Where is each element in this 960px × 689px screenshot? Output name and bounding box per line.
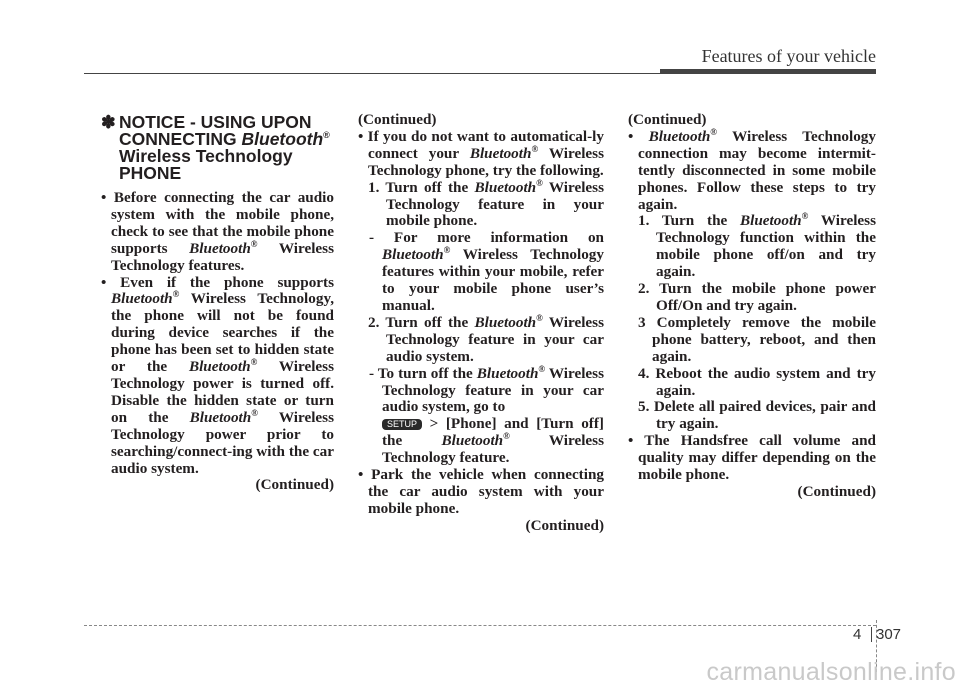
step-2-car-audio: 2. Turn off the Bluetooth® Wireless Technology feature in your car audio system.: [368, 312, 604, 365]
notice-heading-line2: CONNECTING Bluetooth®: [119, 129, 330, 149]
bullet-before-connecting: • Before connecting the car audio system with the mobile phone, check to see that the mobile phone supports Bluetooth® Wireless Technology features.: [101, 189, 334, 274]
notice-heading: [101, 114, 334, 182]
step-4-reboot: 4. Reboot the audio system and try again.: [638, 364, 876, 399]
dash-more-info: - For more information on Bluetooth® Wireless Technology features within your mobile, refer to your mobile phone user’s manual.: [369, 229, 604, 314]
continued-label: (Continued): [525, 516, 604, 534]
continued-heading: (Continued): [628, 111, 707, 128]
notice-heading-line3: Wireless Technology: [119, 146, 293, 166]
footer-rule: [84, 625, 876, 626]
section-title: Features of your vehicle: [701, 46, 876, 66]
header-rule-accent: [660, 69, 876, 74]
step-2-power: 2. Turn the mobile phone power Off/On and try again.: [638, 280, 876, 314]
step-5-delete: 5. Delete all paired devices, pair and try again.: [638, 398, 876, 433]
page-number-separator: [871, 627, 872, 642]
bullet-hidden-state: • Even if the phone supports Bluetooth® Wireless Technology, the phone will not be found during device searches if the phone has been set to hidden state or the Bluetooth® Wireless Technology power is turned off. Disable the hidden state or turn on the Bluetooth® Wireless Technology power prior to searching/connect-ing with the car audio system.: [101, 273, 334, 477]
bullet-auto-connect: • If you do not want to automatical-ly connect your Bluetooth® Wireless Technology phone, try the following.: [358, 127, 604, 179]
column-2: [358, 112, 604, 535]
notice-heading-line1: NOTICE - USING UPON: [119, 112, 312, 132]
setup-button-icon: SETUP: [382, 419, 422, 430]
notice-star-icon: ✽: [101, 112, 116, 132]
bullet-intermittent: • Bluetooth® Wireless Technology connection may become intermit-tently disconnected in some mobile phones. Follow these steps to try again.: [628, 126, 876, 213]
continued-heading: (Continued): [358, 111, 437, 128]
header-rule: [84, 73, 660, 74]
bullet-handsfree: • The Handsfree call volume and quality may differ depending on the mobile phone.: [628, 432, 876, 484]
step-3-battery: 3 Completely remove the mobile phone battery, reboot, and then again.: [638, 313, 876, 365]
step-1-phone: 1. Turn off the Bluetooth® Wireless Technology feature in your mobile phone.: [368, 177, 604, 230]
continued-label: (Continued): [797, 482, 876, 500]
bullet-park-vehicle: • Park the vehicle when connecting the car audio system with your mobile phone.: [358, 466, 604, 517]
column-3: [628, 112, 876, 501]
column-1: [101, 112, 334, 494]
chapter-number: 4: [853, 626, 862, 643]
notice-heading-line4: PHONE: [119, 163, 182, 183]
continued-label: (Continued): [255, 476, 334, 494]
watermark: carmanualsonline.info: [706, 658, 956, 686]
step-1-toggle: 1. Turn the Bluetooth® Wireless Technology function within the mobile phone off/on and try again.: [638, 211, 876, 281]
page-number: 307: [876, 626, 902, 643]
dash-turn-off: - To turn off the Bluetooth® Wireless Technology feature in your car audio system, go to SETUP > [Phone] and [Turn off] the Bluetooth® Wireless Technology feature.: [369, 363, 604, 467]
